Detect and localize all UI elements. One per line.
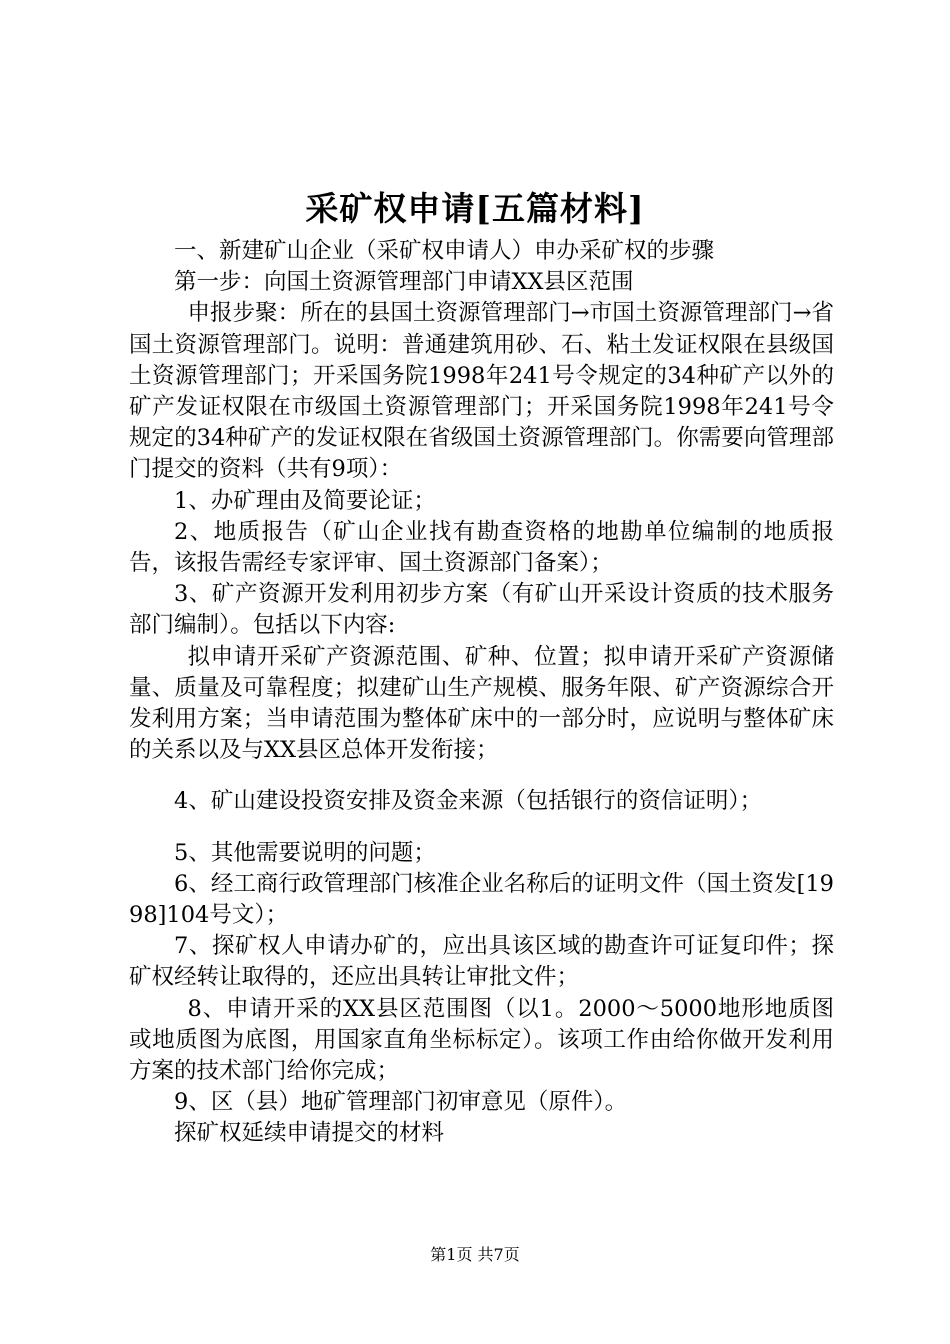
paragraph-item-7: 7、探矿权人申请办矿的，应出具该区域的勘查许可证复印件；探矿权经转让取得的，还应出具转让审批文件；: [129, 933, 834, 991]
paragraph-item-1: 1、办矿理由及简要论证；: [174, 487, 436, 514]
document-title: 采矿权申请[五篇材料]: [305, 189, 645, 228]
paragraph-item-8: 8、申请开采的XX县区范围图（以1。2000～5000地形地质图或地质图为底图，用国家直角坐标标定）。该项工作由给你做开发利用方案的技术部门给你完成；: [129, 995, 834, 1085]
paragraph-step-1: 第一步：向国土资源管理部门申请XX县区范围: [174, 269, 634, 296]
document-body: [129, 236, 834, 1150]
paragraph-item-3-content: 拟申请开采矿产资源范围、矿种、位置；拟申请开采矿产资源储量、质量及可靠程度；拟建矿山生产规模、服务年限、矿产资源综合开发利用方案；当申请范围为整体矿床中的一部分时，应说明与整体矿床的关系以及与XX县区总体开发衔接；: [129, 643, 834, 764]
paragraph-renewal-heading: 探矿权延续申请提交的材料: [174, 1120, 445, 1147]
paragraph-item-9: 9、区（县）地矿管理部门初审意见（原件）。: [174, 1089, 628, 1116]
paragraph-item-4: 4、矿山建设投资安排及资金来源（包括银行的资信证明）；: [174, 788, 763, 815]
paragraph-heading-1: 一、新建矿山企业（采矿权申请人）申办采矿权的步骤: [174, 238, 715, 264]
paragraph-item-3: 3、矿产资源开发利用初步方案（有矿山开采设计资质的技术服务部门编制）。包括以下内容:: [129, 581, 834, 639]
paragraph-item-6: 6、经工商行政管理部门核准企业名称后的证明文件（国土资发[1998]104号文）；: [129, 870, 834, 929]
page-footer: 第1页 共7页: [430, 1245, 520, 1264]
paragraph-item-2: 2、地质报告（矿山企业找有勘查资格的地勘单位编制的地质报告，该报告需经专家评审、国土资源部门备案）；: [129, 518, 834, 577]
paragraph-item-5: 5、其他需要说明的问题；: [174, 839, 436, 866]
paragraph-procedure: 申报步聚：所在的县国土资源管理部门→市国土资源管理部门→省国土资源管理部门。说明：普通建筑用砂、石、粘土发证权限在县级国土资源管理部门；开采国务院1998年241号令规定的34种矿产以外的矿产发证权限在市级国土资源管理部门；开采国务院1998年241号令规定的34种矿产的发证权限在省级国土资源管理部门。你需要向管理部门提交的资料（共有9项）：: [129, 300, 834, 483]
